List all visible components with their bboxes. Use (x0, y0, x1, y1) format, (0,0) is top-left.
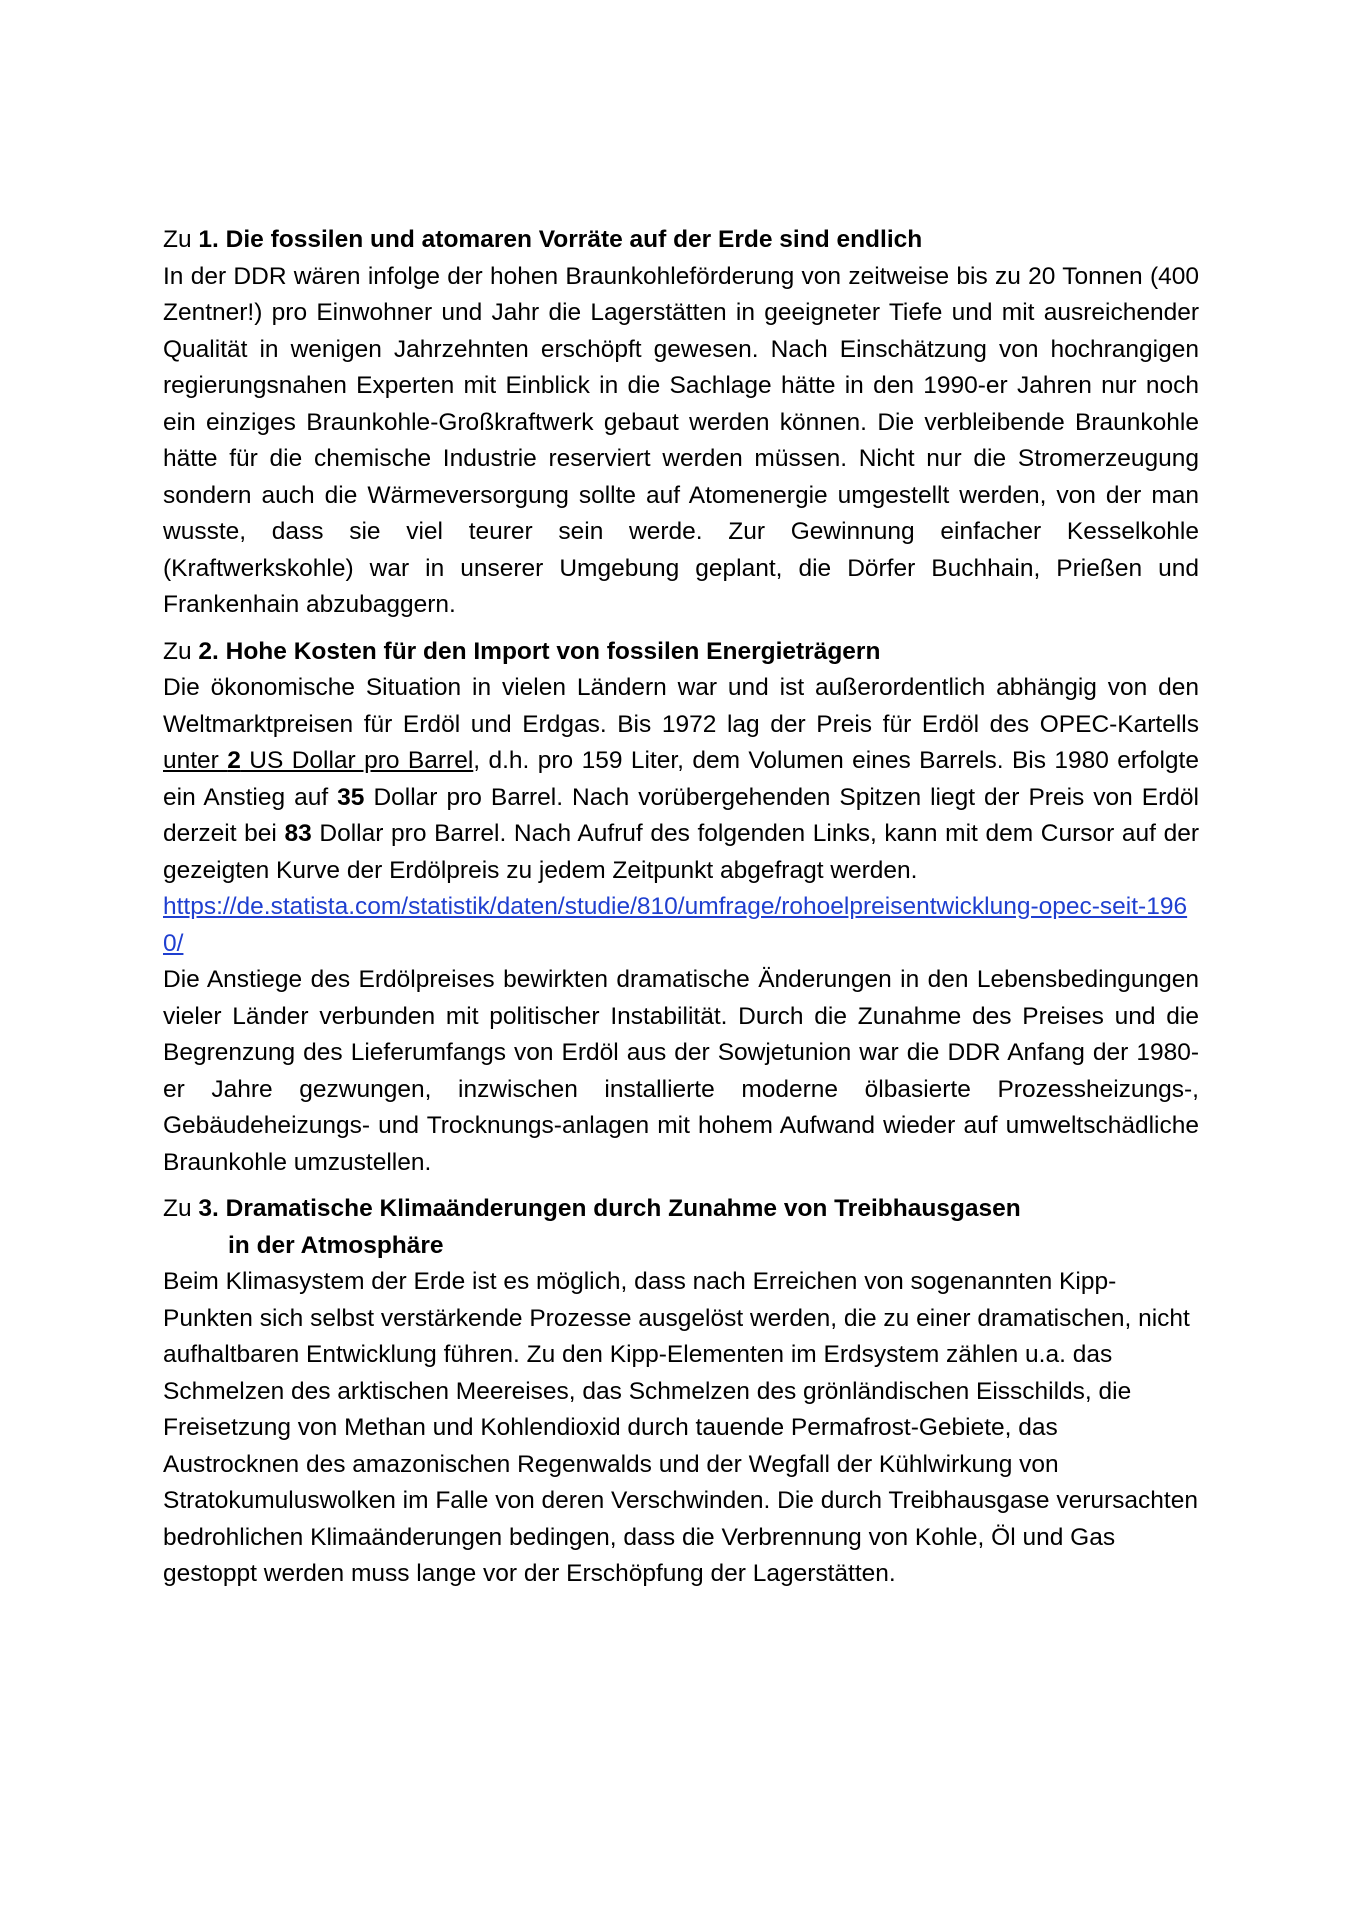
section-3 (163, 1191, 1199, 1593)
price-1972-underlined (163, 747, 473, 774)
section-2 (163, 634, 1199, 1182)
section-1-body: In der DDR wären infolge der hohen Braunkohleförderung von zeitweise bis zu 20 Tonnen (400 Zentner!) pro Einwohner und Jahr die Lagerstätten in geeigneter Tiefe und mit ausreichender Qualität in wenigen Jahrzehnten erschöpft gewesen. Nach Einschätzung von hochrangigen regierungsnahen Experten mit Einblick in die Sachlage hätte in den 1990-er Jahren nur noch ein einziges Braunkohle-Großkraftwerk gebaut werden können. Die verbleibende Braunkohle hätte für die chemische Industrie reserviert werden müssen. Nicht nur die Stromerzeugung sondern auch die Wärmeversorgung sollte auf Atomenergie umgestellt werden, von der man wusste, dass sie viel teurer sein werde. Zur Gewinnung einfacher Kesselkohle (Kraftwerkskohle) war in unserer Umgebung geplant, die Dörfer Buchhain, Prießen und Frankenhain abzubaggern. (163, 262, 1199, 618)
section-3-body: Beim Klimasystem der Erde ist es möglich, dass nach Erreichen von sogenannten Kipp-Punkten sich selbst verstärkende Prozesse ausgelöst werden, die zu einer dramatischen, nicht aufhaltbaren Entwicklung führen. Zu den Kipp-Elementen im Erdsystem zählen u.a. das Schmelzen des arktischen Meereises, das Schmelzen des grönländischen Eisschilds, die Freisetzung von Methan und Kohlendioxid durch tauende Permafrost-Gebiete, das Austrocknen des amazonischen Regenwalds und der Wegfall der Kühlwirkung von Stratokumuluswolken im Falle von deren Verschwinden. Die durch Treibhausgase verursachten bedrohlichen Klimaänderungen bedingen, dass die Verbrennung von Kohle, Öl und Gas gestoppt werden muss lange vor der Erschöpfung der Lagerstätten. (163, 1268, 1198, 1587)
section-1 (163, 222, 1199, 624)
p1-text-c: Dollar pro Barrel. Nach vorübergehenden Spitzen liegt der Preis von Erdöl derzeit bei (163, 783, 1200, 847)
section-3-prefix: Zu (163, 1195, 199, 1222)
section-1-title: 1. Die fossilen und atomaren Vorräte auf der Erde sind endlich (198, 226, 923, 253)
section-2-paragraph-1 (163, 670, 1199, 889)
price-1972-suffix: US Dollar pro Barrel (240, 747, 474, 774)
section-3-title-line-1: 3. Dramatische Klimaänderungen durch Zunahme von Treibhausgasen (198, 1195, 1021, 1222)
price-1980-value: 35 (337, 783, 365, 811)
section-3-title-line-2: in der Atmosphäre (228, 1231, 444, 1259)
price-current-value: 83 (284, 820, 312, 847)
price-1972-prefix: unter (163, 747, 228, 774)
document-page (163, 222, 1199, 1603)
section-2-prefix: Zu (163, 637, 199, 665)
section-2-paragraph-2: Die Anstiege des Erdölpreises bewirkten dramatische Änderungen in den Lebensbedingungen vieler Länder verbunden mit politischer Instabilität. Durch die Zunahme des Preises und die Begrenzung des Lieferumfangs von Erdöl aus der Sowjetunion war die DDR Anfang der 1980-er Jahre gezwungen, inzwischen installierte moderne ölbasierte Prozessheizungs-, Gebäudeheizungs- und Trocknungs-anlagen mit hohem Aufwand wieder auf umweltschädliche Braunkohle umzustellen. (163, 966, 1199, 1176)
p1-text-a: Die ökonomische Situation in vielen Ländern war und ist außerordentlich abhängig von den Weltmarktpreisen für Erdöl und Erdgas. Bis 1972 lag der Preis für Erdöl des OPEC-Kartells (163, 674, 1199, 738)
statista-link[interactable]: https://de.statista.com/statistik/daten/studie/810/umfrage/rohoelpreisentwicklung-opec-seit-1960/ (163, 893, 1188, 957)
section-1-heading (163, 222, 1199, 259)
p1-text-d: Dollar pro Barrel. Nach Aufruf des folgenden Links, kann mit dem Cursor auf der gezeigten Kurve der Erdölpreis zu jedem Zeitpunkt abgefragt werden. (163, 820, 1199, 884)
section-2-title: 2. Hohe Kosten für den Import von fossilen Energieträgern (198, 637, 881, 665)
section-2-heading (163, 634, 1199, 671)
price-1972-value: 2 (227, 747, 241, 774)
section-3-heading (163, 1191, 1199, 1228)
section-1-prefix: Zu (163, 226, 199, 253)
p1-text-b: , d.h. pro 159 Liter, dem Volumen eines Barrels. Bis 1980 erfolgte ein Anstieg auf (163, 747, 1199, 811)
